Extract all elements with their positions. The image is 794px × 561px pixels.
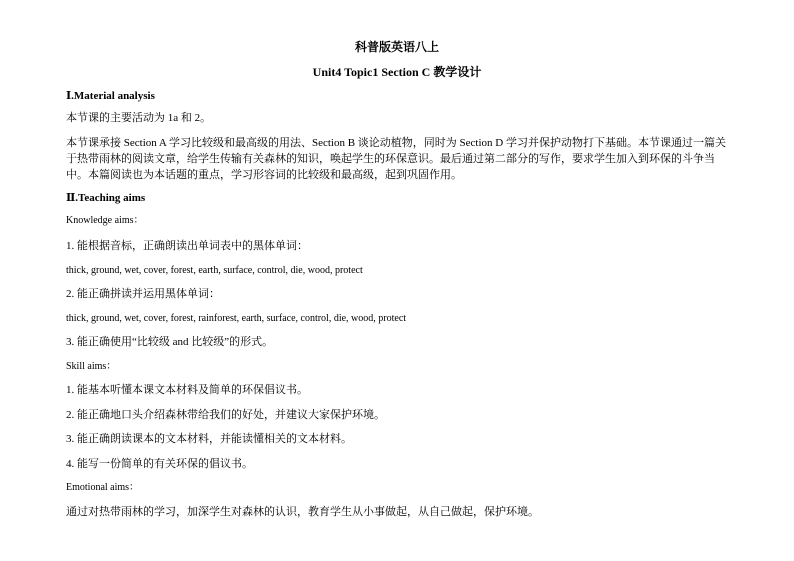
material-main-activities: 本节课的主要活动为 1a 和 2。 — [66, 112, 212, 124]
document-title: 科普版英语八上 — [354, 40, 439, 54]
emotional-aim-1: 通过对热带雨林的学习，加深学生对森林的认识，教育学生从小事做起，从自己做起，保护环境。 — [66, 506, 539, 518]
material-analysis-paragraph: 本节课承接 Section A 学习比较级和最高级的用法、Section B 谈论动植物，同时为 Section D 学习并保护动物打下基础。本节课通过一篇关于热带雨林的阅读文章，给学生传输有关森林的知识，唤起学生的环保意识。最后通过第二部分的写作，要求学生加入到环保的斗争当中。本篇阅读也为本话题的重点，学习形容词的比较级和最高级，起到巩固作用。 — [66, 137, 726, 181]
document-subtitle: Unit4 Topic1 Section C 教学设计 — [312, 65, 482, 79]
skill-aim-1: 1. 能基本听懂本课文本材料及简单的环保倡议书。 — [66, 384, 308, 396]
knowledge-aims-label: Knowledge aims： — [66, 215, 144, 226]
skill-aim-4: 4. 能写一份简单的有关环保的倡议书。 — [66, 458, 253, 470]
skill-aim-2: 2. 能正确地口头介绍森林带给我们的好处，并建议大家保护环境。 — [66, 409, 385, 421]
knowledge-aim-1: 1. 能根据音标，正确朗读出单词表中的黑体单词： — [66, 240, 308, 252]
skill-aims-label: Skill aims： — [66, 361, 117, 372]
knowledge-aim-2-words: thick, ground, wet, cover, forest, rainforest, earth, surface, control, die, wood, protect — [66, 313, 407, 324]
knowledge-aim-2: 2. 能正确拼读并运用黑体单词： — [66, 288, 220, 300]
skill-aim-3: 3. 能正确朗读课本的文本材料，并能读懂相关的文本材料。 — [66, 433, 352, 445]
section-heading-material-analysis: Ⅰ.Material analysis — [66, 90, 155, 102]
emotional-aims-label: Emotional aims： — [66, 482, 140, 493]
knowledge-aim-3: 3. 能正确使用“比较级 and 比较级”的形式。 — [66, 336, 274, 348]
knowledge-aim-1-words: thick, ground, wet, cover, forest, earth, surface, control, die, wood, protect — [66, 265, 363, 276]
section-heading-teaching-aims: Ⅱ.Teaching aims — [66, 192, 146, 204]
